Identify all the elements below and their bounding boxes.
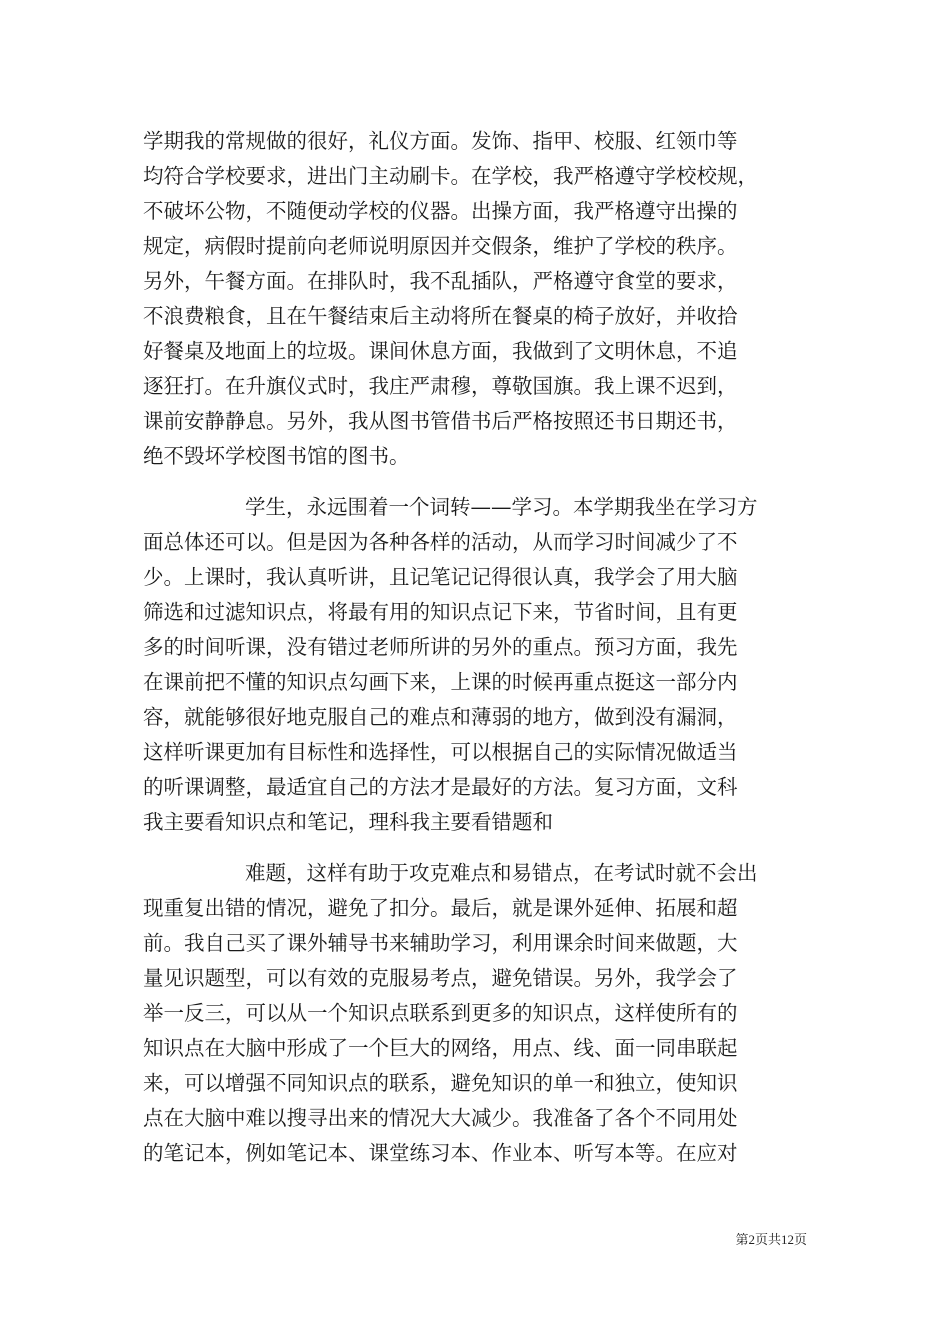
text-line: 学期我的常规做的很好，礼仪方面。发饰、指甲、校服、红领巾等 <box>143 129 738 153</box>
text-line: 前。我自己买了课外辅导书来辅助学习，利用课余时间来做题，大 <box>143 931 738 955</box>
paragraph-start-line: 难题，这样有助于攻克难点和易错点，在考试时就不会出 <box>245 861 758 885</box>
page-number-footer: 第2页共12页 <box>735 1232 807 1247</box>
text-line: 面总体还可以。但是因为各种各样的活动，从而学习时间减少了不 <box>143 530 738 554</box>
text-line: 我主要看知识点和笔记，理科我主要看错题和 <box>143 810 553 834</box>
text-line: 在课前把不懂的知识点勾画下来，上课的时候再重点挺这一部分内 <box>143 670 738 694</box>
text-line: 的笔记本，例如笔记本、课堂练习本、作业本、听写本等。在应对 <box>143 1141 738 1165</box>
text-line: 点在大脑中难以搜寻出来的情况大大减少。我准备了各个不同用处 <box>143 1106 738 1130</box>
text-line: 不破坏公物，不随便动学校的仪器。出操方面，我严格遵守出操的 <box>143 199 738 223</box>
text-line: 现重复出错的情况，避免了扣分。最后，就是课外延伸、拓展和超 <box>143 896 738 920</box>
text-line: 规定，病假时提前向老师说明原因并交假条，维护了学校的秩序。 <box>143 234 738 258</box>
text-line: 举一反三，可以从一个知识点联系到更多的知识点，这样使所有的 <box>143 1001 738 1025</box>
text-line: 好餐桌及地面上的垃圾。课间休息方面，我做到了文明休息，不追 <box>143 339 738 363</box>
text-line: 均符合学校要求，进出门主动刷卡。在学校，我严格遵守学校校规， <box>143 164 758 188</box>
text-line: 少。上课时，我认真听讲，且记笔记记得很认真，我学会了用大脑 <box>143 565 738 589</box>
text-line: 绝不毁坏学校图书馆的图书。 <box>143 444 410 468</box>
text-line: 这样听课更加有目标性和选择性，可以根据自己的实际情况做适当 <box>143 740 738 764</box>
text-line: 来，可以增强不同知识点的联系，避免知识的单一和独立，使知识 <box>143 1071 738 1095</box>
text-line: 知识点在大脑中形成了一个巨大的网络，用点、线、面一同串联起 <box>143 1036 738 1060</box>
text-line: 量见识题型，可以有效的克服易考点，避免错误。另外，我学会了 <box>143 966 738 990</box>
text-line: 筛选和过滤知识点，将最有用的知识点记下来，节省时间，且有更 <box>143 600 738 624</box>
text-line: 容，就能够很好地克服自己的难点和薄弱的地方，做到没有漏洞， <box>143 705 738 729</box>
text-line: 另外，午餐方面。在排队时，我不乱插队，严格遵守食堂的要求， <box>143 269 738 293</box>
text-line: 逐狂打。在升旗仪式时，我庄严肃穆，尊敬国旗。我上课不迟到， <box>143 374 738 398</box>
text-line: 的听课调整，最适宜自己的方法才是最好的方法。复习方面，文科 <box>143 775 738 799</box>
text-line: 不浪费粮食，且在午餐结束后主动将所在餐桌的椅子放好，并收拾 <box>143 304 738 328</box>
text-line: 课前安静静息。另外，我从图书管借书后严格按照还书日期还书， <box>143 409 738 433</box>
text-line: 多的时间听课，没有错过老师所讲的另外的重点。预习方面，我先 <box>143 635 738 659</box>
paragraph-start-line: 学生，永远围着一个词转——学习。本学期我坐在学习方 <box>245 495 758 519</box>
